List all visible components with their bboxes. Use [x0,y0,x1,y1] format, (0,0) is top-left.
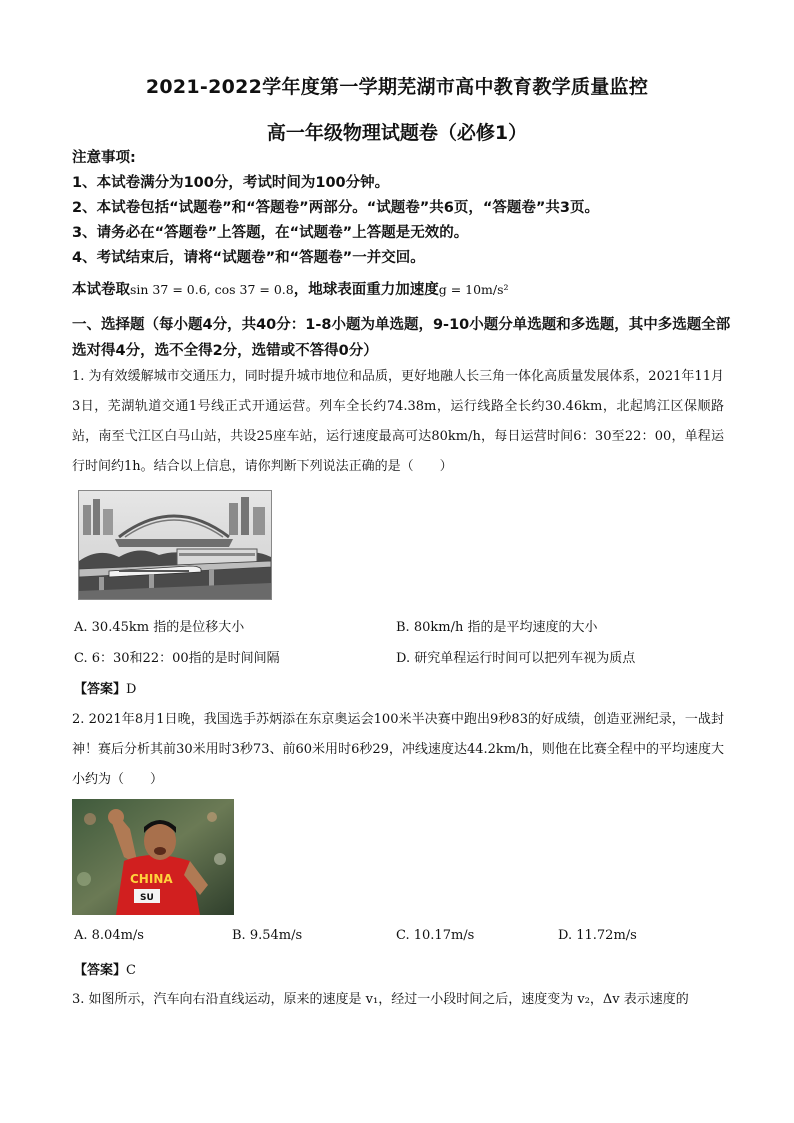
exam-title: 2021-2022学年度第一学期芜湖市高中教育教学质量监控 [145,76,649,98]
exam-subtitle: 高一年级物理试题卷（必修1） [266,122,528,144]
q1-option-a: A. 30.45km 指的是位移大小 [74,620,245,635]
q2-option-d: D. 11.72m/s [558,928,637,943]
bib-text: SU [140,893,154,903]
section-heading: 一、选择题（每小题4分，共40分：1-8小题为单选题，9-10小题分单选题和多选题，其中多选题全部选对得4分，选不全得2分，选错或不答得0分） [72,317,731,359]
q2-answer [74,959,136,978]
q1-option-c: C. 6：30和22：00指的是时间间隔 [74,651,280,666]
q1-option-d: D. 研究单程运行时间可以把列车视为质点 [396,651,636,666]
answer-tag: 【答案】 [74,963,127,978]
q2-option-b: B. 9.54m/s [232,928,303,943]
q2-option-a: A. 8.04m/s [74,928,144,943]
notice-item-2: 2、本试卷包括“试题卷”和“答题卷”两部分。“试题卷”共6页，“答题卷”共3页。 [72,200,600,216]
notice-item-4: 4、考试结束后，请将“试题卷”和“答题卷”一并交回。 [72,250,425,266]
question-1-stem: 1. 为有效缓解城市交通压力，同时提升城市地位和品质，更好地融人长三角一体化高质量发展体系，2021年11月3日，芜湖轨道交通1号线正式开通运营。列车全长约74.38m，运行线路全长约30.46km，北起鸠江区保顺路站，南至弋江区白马山站，共设25座车站，运行速度最高可达80km/h，每日运营时间6：30至22：00，单程运行时间约1h。结合以上信息，请你判断下列说法正确的是（ ） [72,369,724,474]
q1-answer [74,678,136,697]
sprinter-photo [72,799,234,915]
question-3-stem: 3. 如图所示，汽车向右沿直线运动，原来的速度是 v₁，经过一小段时间之后，速度变为 v₂，Δv 表示速度的 [72,992,689,1007]
constants-prefix: 本试卷取 [72,282,130,298]
q2-option-c: C. 10.17m/s [396,928,475,943]
constants-line [72,278,509,299]
answer-value: D [126,682,137,697]
question-2-stem: 2. 2021年8月1日晚，我国选手苏炳添在东京奥运会100米半决赛中跑出9秒83的好成绩，创造亚洲纪录，一战封神！赛后分析其前30米用时3秒73、前60米用时6秒29，冲线速度达44.2km/h，则他在比赛全程中的平均速度大小约为（ ） [72,712,724,787]
jersey-text: CHINA [130,872,173,886]
answer-value: C [126,963,136,978]
notice-item-1: 1、本试卷满分为100分，考试时间为100分钟。 [72,175,390,191]
gravity-value: g = 10m/s² [438,282,509,297]
notice-item-3: 3、请务必在“答题卷”上答题，在“试题卷”上答题是无效的。 [72,225,469,241]
trig-values: sin 37 = 0.6, cos 37 = 0.8 [130,282,294,297]
notice-heading: 注意事项: [72,150,136,166]
metro-photo [78,490,272,600]
q1-option-b: B. 80km/h 指的是平均速度的大小 [396,620,598,635]
notice-block [72,146,732,271]
constants-mid: ，地球表面重力加速度 [293,282,439,298]
answer-tag: 【答案】 [74,682,127,697]
